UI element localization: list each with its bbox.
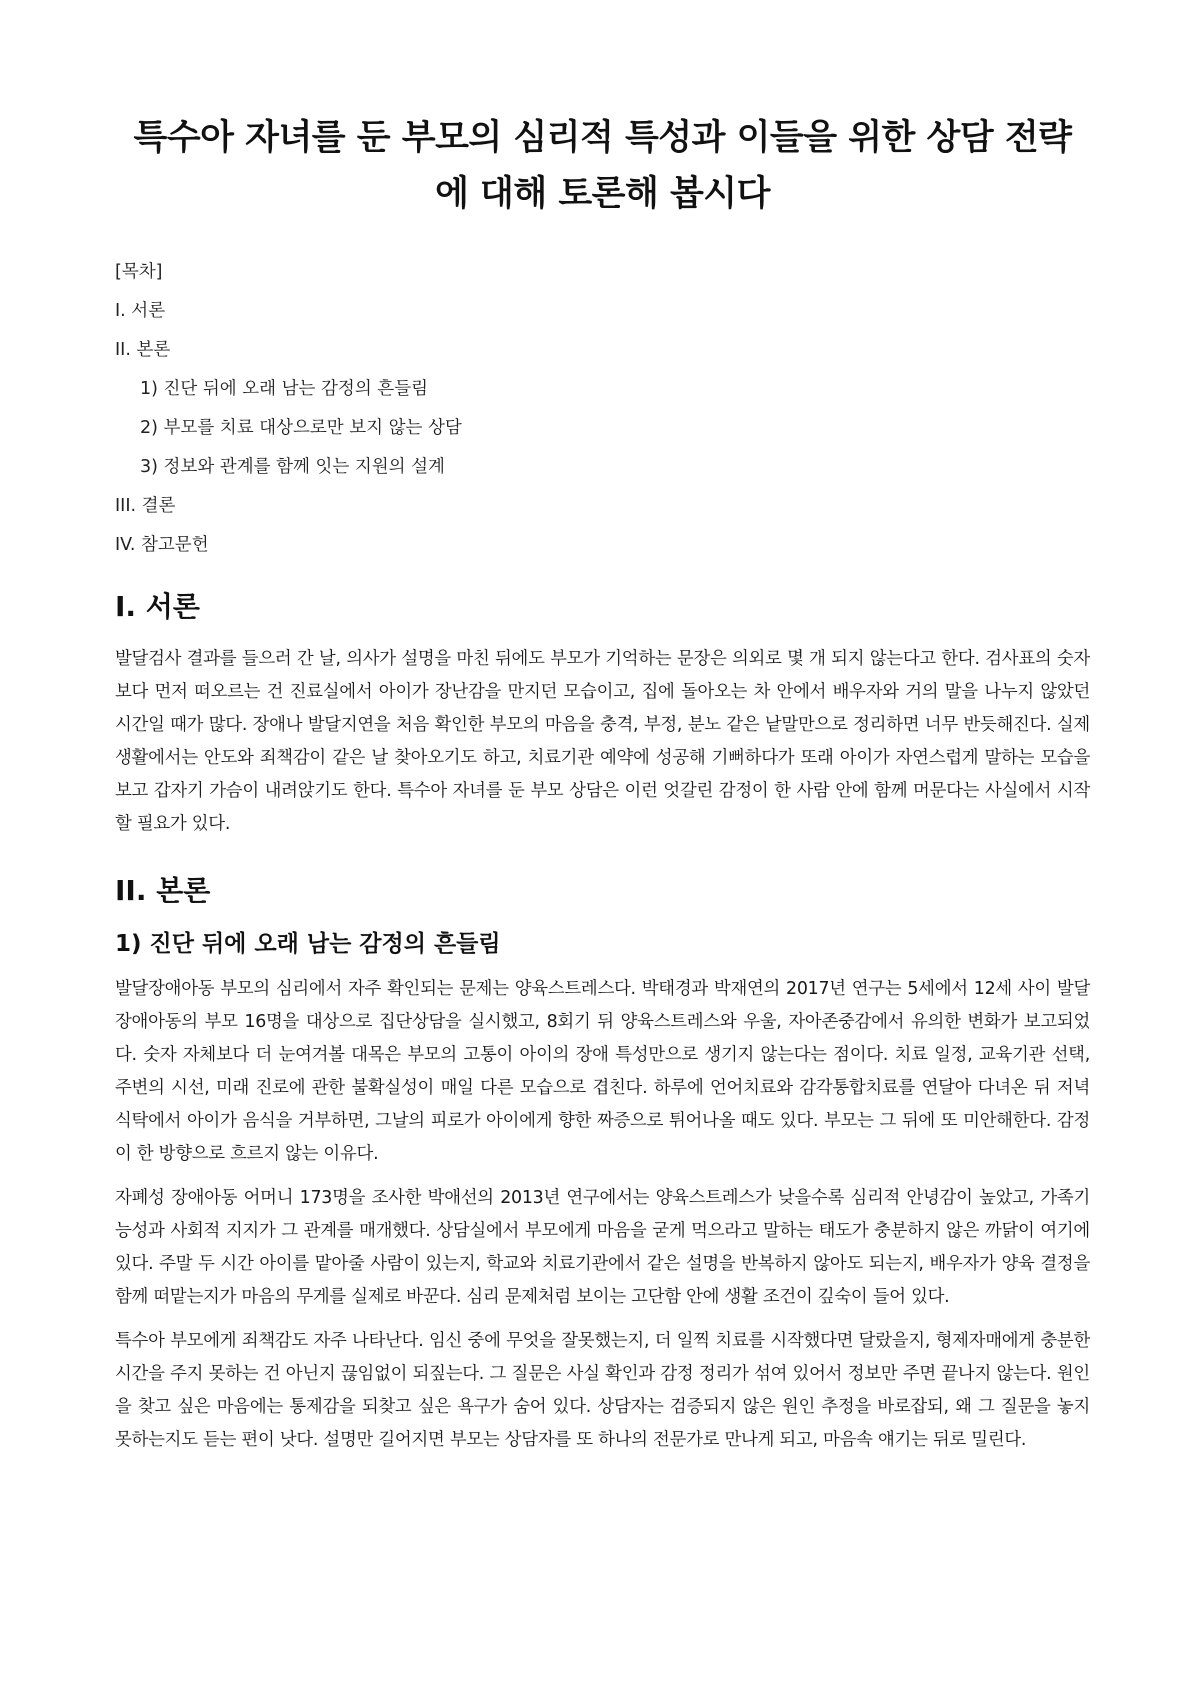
toc-item-body-1: 1) 진단 뒤에 오래 남는 감정의 흔들림	[140, 379, 429, 399]
toc-item-body: II. 본론	[115, 340, 171, 360]
toc-item-body-2: 2) 부모를 치료 대상으로만 보지 않는 상담	[140, 418, 462, 438]
toc-item-conclusion: III. 결론	[115, 496, 176, 516]
body-section	[115, 871, 1090, 1457]
intro-section	[115, 587, 1090, 841]
body-paragraph: 자폐성 장애아동 어머니 173명을 조사한 박애선의 2013년 연구에서는 양육스트레스가 낮을수록 심리적 안녕감이 높았고, 가족기능성과 사회적 지지가 그 관계를 매개했다. 상담실에서 부모에게 마음을 굳게 먹으라고 말하는 태도가 충분하지 않은 까닭이 여기에 있다. 주말 두 시간 아이를 맡아줄 사람이 있는지, 학교와 치료기관에서 같은 설명을 반복하지 않아도 되는지, 배우자가 양육 결정을 함께 떠맡는지가 마음의 무게를 실제로 바꾼다. 심리 문제처럼 보이는 고단함 안에 생활 조건이 깊숙이 들어 있다.	[115, 1188, 1090, 1307]
document-title: 특수아 자녀를 둔 부모의 심리적 특성과 이들을 위한 상담 전략에 대해 토론해 봅시다	[133, 118, 1072, 214]
table-of-contents	[115, 260, 1090, 557]
body-heading: II. 본론	[115, 874, 211, 907]
toc-item-body-3: 3) 정보와 관계를 함께 잇는 지원의 설계	[140, 457, 445, 477]
intro-paragraph: 발달검사 결과를 들으러 간 날, 의사가 설명을 마친 뒤에도 부모가 기억하는 문장은 의외로 몇 개 되지 않는다고 한다. 검사표의 숫자보다 먼저 떠오르는 건 진료실에서 아이가 장난감을 만지던 모습이고, 집에 돌아오는 차 안에서 배우자와 거의 말을 나누지 않았던 시간일 때가 많다. 장애나 발달지연을 처음 확인한 부모의 마음을 충격, 부정, 분노 같은 낱말만으로 정리하면 너무 반듯해진다. 실제 생활에서는 안도와 죄책감이 같은 날 찾아오기도 하고, 치료기관 예약에 성공해 기뻐하다가 또래 아이가 자연스럽게 말하는 모습을 보고 갑자기 가슴이 내려앉기도 한다. 특수아 자녀를 둔 부모 상담은 이런 엇갈린 감정이 한 사람 안에 함께 머문다는 사실에서 시작할 필요가 있다.	[115, 649, 1090, 834]
toc-item-references: IV. 참고문헌	[115, 535, 209, 555]
body-paragraph: 특수아 부모에게 죄책감도 자주 나타난다. 임신 중에 무엇을 잘못했는지, 더 일찍 치료를 시작했다면 달랐을지, 형제자매에게 충분한 시간을 주지 못하는 건 아닌지 끊임없이 되짚는다. 그 질문은 사실 확인과 감정 정리가 섞여 있어서 정보만 주면 끝나지 않는다. 원인을 찾고 싶은 마음에는 통제감을 되찾고 싶은 욕구가 숨어 있다. 상담자는 검증되지 않은 원인 추정을 바로잡되, 왜 그 질문을 놓지 못하는지도 듣는 편이 낫다. 설명만 길어지면 부모는 상담자를 또 하나의 전문가로 만나게 되고, 마음속 얘기는 뒤로 밀린다.	[115, 1331, 1090, 1450]
body-paragraph: 발달장애아동 부모의 심리에서 자주 확인되는 문제는 양육스트레스다. 박태경과 박재연의 2017년 연구는 5세에서 12세 사이 발달장애아동의 부모 16명을 대상으로 집단상담을 실시했고, 8회기 뒤 양육스트레스와 우울, 자아존중감에서 유의한 변화가 보고되었다. 숫자 자체보다 더 눈여겨볼 대목은 부모의 고통이 아이의 장애 특성만으로 생기지 않는다는 점이다. 치료 일정, 교육기관 선택, 주변의 시선, 미래 진로에 관한 불확실성이 매일 다른 모습으로 겹친다. 하루에 언어치료와 감각통합치료를 연달아 다녀온 뒤 저녁 식탁에서 아이가 음식을 거부하면, 그날의 피로가 아이에게 향한 짜증으로 튀어나올 때도 있다. 부모는 그 뒤에 또 미안해한다. 감정이 한 방향으로 흐르지 않는 이유다.	[115, 979, 1090, 1164]
toc-heading: [목차]	[115, 262, 163, 282]
body-subsection-1-heading: 1) 진단 뒤에 오래 남는 감정의 흔들림	[115, 931, 501, 957]
intro-heading: I. 서론	[115, 590, 200, 623]
toc-item-intro: I. 서론	[115, 301, 166, 321]
